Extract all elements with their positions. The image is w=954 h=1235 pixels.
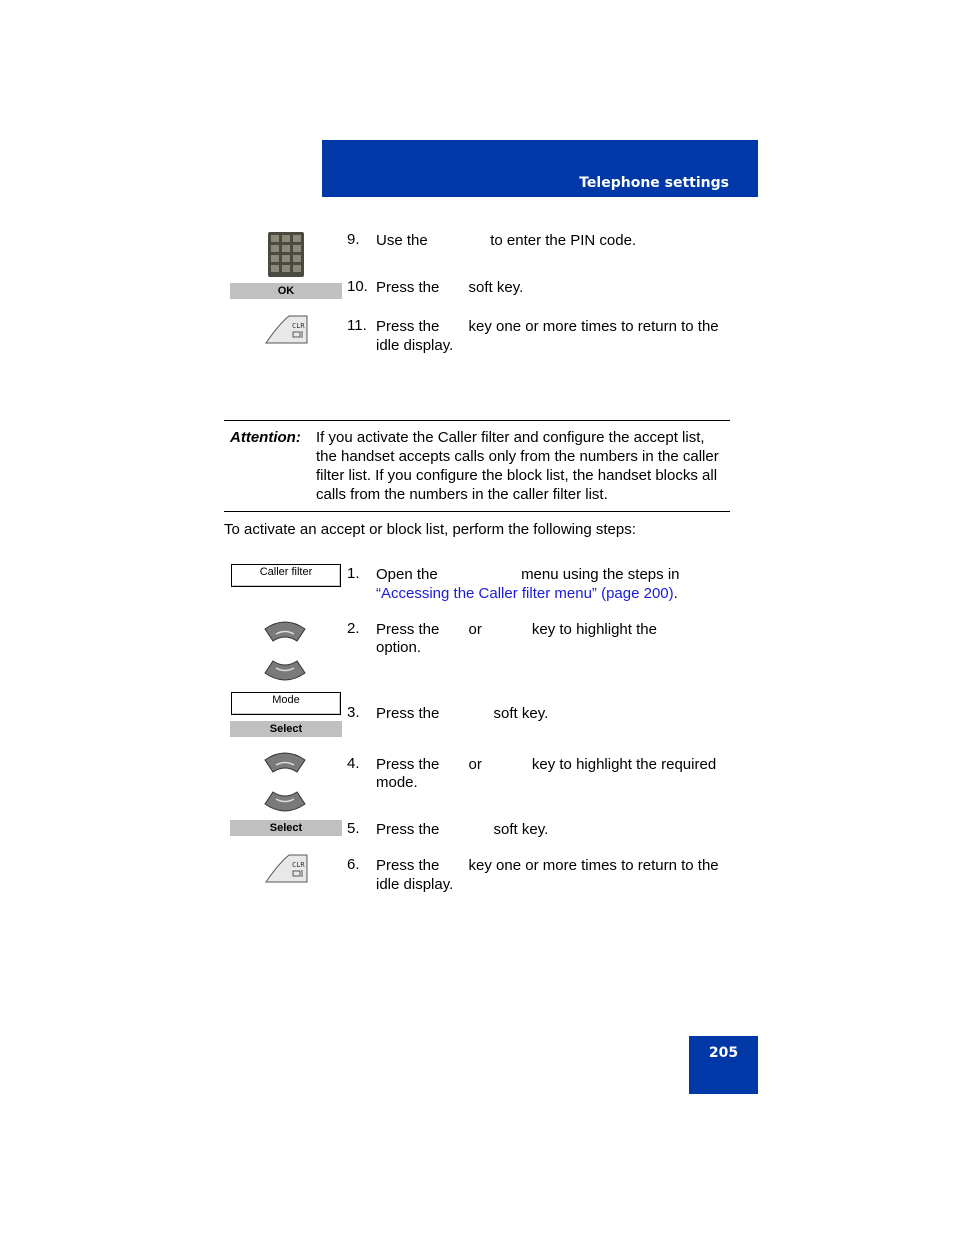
step-text: idle display. [376, 876, 454, 893]
attention-label: Attention: [230, 429, 301, 446]
step-text: Press the key one or more times to return to the [376, 857, 719, 874]
step-number: 3. [347, 704, 360, 721]
nav-up-down-icon [262, 617, 308, 685]
step-number: 2. [347, 620, 360, 637]
divider [224, 420, 730, 421]
step-number: 11. [347, 317, 367, 334]
step-text: Press the soft key. [376, 705, 549, 722]
ok-softkey[interactable]: OK [230, 283, 342, 299]
caller-filter-menu-box: Caller filter [231, 564, 341, 587]
caller-filter-link[interactable]: “Accessing the Caller filter menu” (page 200) [376, 585, 674, 602]
step-text: Press the or key to highlight the [376, 621, 657, 638]
step-text: idle display. [376, 337, 454, 354]
keypad-icon [268, 232, 304, 277]
step-text: Press the or key to highlight the required [376, 756, 717, 773]
step-number: 9. [347, 231, 360, 248]
svg-text:CLR: CLR [292, 322, 305, 330]
svg-text:CLR: CLR [292, 861, 305, 869]
select-softkey[interactable]: Select [230, 721, 342, 737]
step-text: Press the soft key. [376, 821, 549, 838]
clr-key-icon [265, 314, 309, 344]
step-text: Press the key one or more times to return to the [376, 318, 719, 335]
step-text: mode. [376, 774, 418, 791]
step-number: 6. [347, 856, 360, 873]
mode-menu-box: Mode [231, 692, 341, 715]
select-softkey[interactable]: Select [230, 820, 342, 836]
header-bar [322, 140, 758, 197]
step-text: Press the soft key. [376, 279, 524, 296]
attention-text: If you activate the Caller filter and configure the accept list, the handset accepts calls only from the numbers in the caller filter list. If you configure the block list, the handset blocks all calls from the numbers in the caller filter list. [316, 429, 719, 503]
divider [224, 511, 730, 512]
intro-text: To activate an accept or block list, perform the following steps: [224, 521, 636, 538]
step-number: 10. [347, 278, 368, 295]
step-number: 5. [347, 820, 360, 837]
page-number: 205 [689, 1036, 758, 1094]
step-text: Use the to enter the PIN code. [376, 232, 637, 249]
clr-key-icon [265, 853, 309, 883]
step-text: Open the menu using the steps in [376, 566, 680, 583]
step-text: option. [376, 639, 422, 656]
nav-up-down-icon [262, 748, 308, 816]
step-number: 4. [347, 755, 360, 772]
step-link-line: “Accessing the Caller filter menu” (page 200). [376, 585, 678, 602]
step-number: 1. [347, 565, 360, 582]
header-title: Telephone settings [579, 175, 729, 191]
